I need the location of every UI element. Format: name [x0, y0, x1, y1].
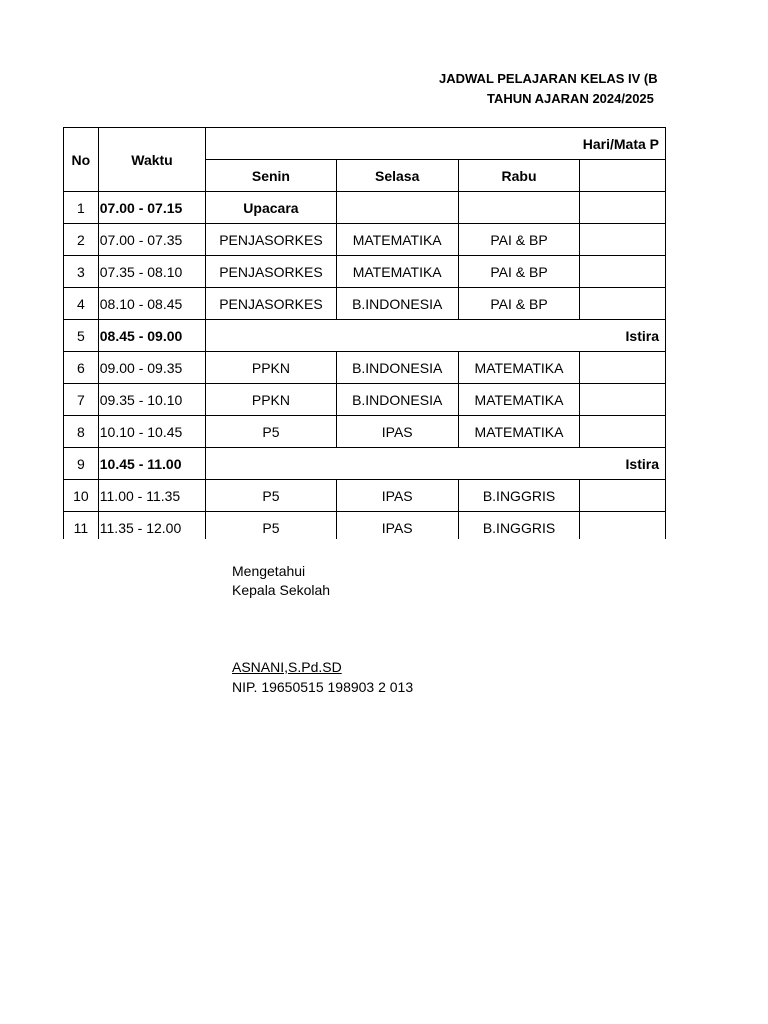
time-cell: 08.10 - 08.45 — [98, 288, 205, 320]
header-day: Senin — [206, 160, 336, 192]
subject-cell: MATEMATIKA — [336, 224, 458, 256]
header-day: Selasa — [336, 160, 458, 192]
row-number: 1 — [64, 192, 99, 224]
subject-cell — [458, 192, 580, 224]
signature-role: Kepala Sekolah — [232, 582, 331, 598]
signature-nip: NIP. 19650515 198903 2 013 — [232, 679, 414, 695]
time-cell: 10.10 - 10.45 — [98, 416, 205, 448]
subject-cell: B.INDONESIA — [336, 352, 458, 384]
subject-cell: B.INGGRIS — [458, 512, 580, 540]
schedule-table — [63, 127, 666, 539]
subject-cell: IPAS — [336, 416, 458, 448]
time-cell: 07.00 - 07.35 — [98, 224, 205, 256]
table-row — [64, 512, 666, 540]
time-cell: 07.00 - 07.15 — [98, 192, 205, 224]
subject-cell: PPKN — [206, 352, 336, 384]
subject-cell: Upacara — [206, 192, 336, 224]
subject-cell: P5 — [206, 416, 336, 448]
subject-cell: MATEMATIKA — [458, 416, 580, 448]
subject-cell: B.INDONESIA — [336, 384, 458, 416]
break-row — [64, 320, 666, 352]
schedule-sheet — [63, 127, 666, 539]
subject-cell — [580, 288, 666, 320]
row-number: 2 — [64, 224, 99, 256]
schedule-body — [64, 192, 666, 540]
subject-cell: P5 — [206, 512, 336, 540]
time-cell: 09.00 - 09.35 — [98, 352, 205, 384]
subject-cell — [580, 352, 666, 384]
row-number: 4 — [64, 288, 99, 320]
subject-cell — [580, 416, 666, 448]
subject-cell — [580, 256, 666, 288]
subject-cell: MATEMATIKA — [458, 384, 580, 416]
row-number: 5 — [64, 320, 99, 352]
subject-cell — [580, 192, 666, 224]
subject-cell: MATEMATIKA — [458, 352, 580, 384]
header-no: No — [64, 128, 99, 192]
subject-cell: PAI & BP — [458, 224, 580, 256]
subject-cell — [580, 224, 666, 256]
document-title: JADWAL PELAJARAN KELAS IV (B — [439, 71, 658, 86]
header-day-group: Hari/Mata P — [206, 128, 666, 160]
row-number: 11 — [64, 512, 99, 540]
table-row — [64, 256, 666, 288]
row-number: 10 — [64, 480, 99, 512]
subject-cell: MATEMATIKA — [336, 256, 458, 288]
subject-cell: PENJASORKES — [206, 288, 336, 320]
subject-cell: PENJASORKES — [206, 256, 336, 288]
break-cell: Istira — [206, 448, 666, 480]
subject-cell: IPAS — [336, 512, 458, 540]
subject-cell: IPAS — [336, 480, 458, 512]
table-row — [64, 352, 666, 384]
break-row — [64, 448, 666, 480]
subject-cell — [580, 480, 666, 512]
header-day: Rabu — [458, 160, 580, 192]
time-cell: 10.45 - 11.00 — [98, 448, 205, 480]
table-row — [64, 384, 666, 416]
time-cell: 09.35 - 10.10 — [98, 384, 205, 416]
subject-cell: PAI & BP — [458, 288, 580, 320]
row-number: 9 — [64, 448, 99, 480]
break-cell: Istira — [206, 320, 666, 352]
subject-cell: B.INGGRIS — [458, 480, 580, 512]
table-row — [64, 288, 666, 320]
subject-cell — [336, 192, 458, 224]
subject-cell: P5 — [206, 480, 336, 512]
time-cell: 08.45 - 09.00 — [98, 320, 205, 352]
signature-label: Mengetahui — [232, 563, 306, 579]
subject-cell: PENJASORKES — [206, 224, 336, 256]
subject-cell — [580, 384, 666, 416]
subject-cell: B.INDONESIA — [336, 288, 458, 320]
subject-cell — [580, 512, 666, 540]
row-number: 7 — [64, 384, 99, 416]
subject-cell: PPKN — [206, 384, 336, 416]
subject-cell: PAI & BP — [458, 256, 580, 288]
signature-name: ASNANI,S.Pd.SD — [232, 659, 342, 675]
header-waktu: Waktu — [98, 128, 205, 192]
row-number: 3 — [64, 256, 99, 288]
table-row — [64, 224, 666, 256]
table-row — [64, 416, 666, 448]
time-cell: 11.00 - 11.35 — [98, 480, 205, 512]
row-number: 6 — [64, 352, 99, 384]
time-cell: 11.35 - 12.00 — [98, 512, 205, 540]
document-subtitle: TAHUN AJARAN 2024/2025 — [487, 91, 654, 106]
table-row — [64, 192, 666, 224]
time-cell: 07.35 - 08.10 — [98, 256, 205, 288]
header-day — [580, 160, 666, 192]
row-number: 8 — [64, 416, 99, 448]
table-row — [64, 480, 666, 512]
